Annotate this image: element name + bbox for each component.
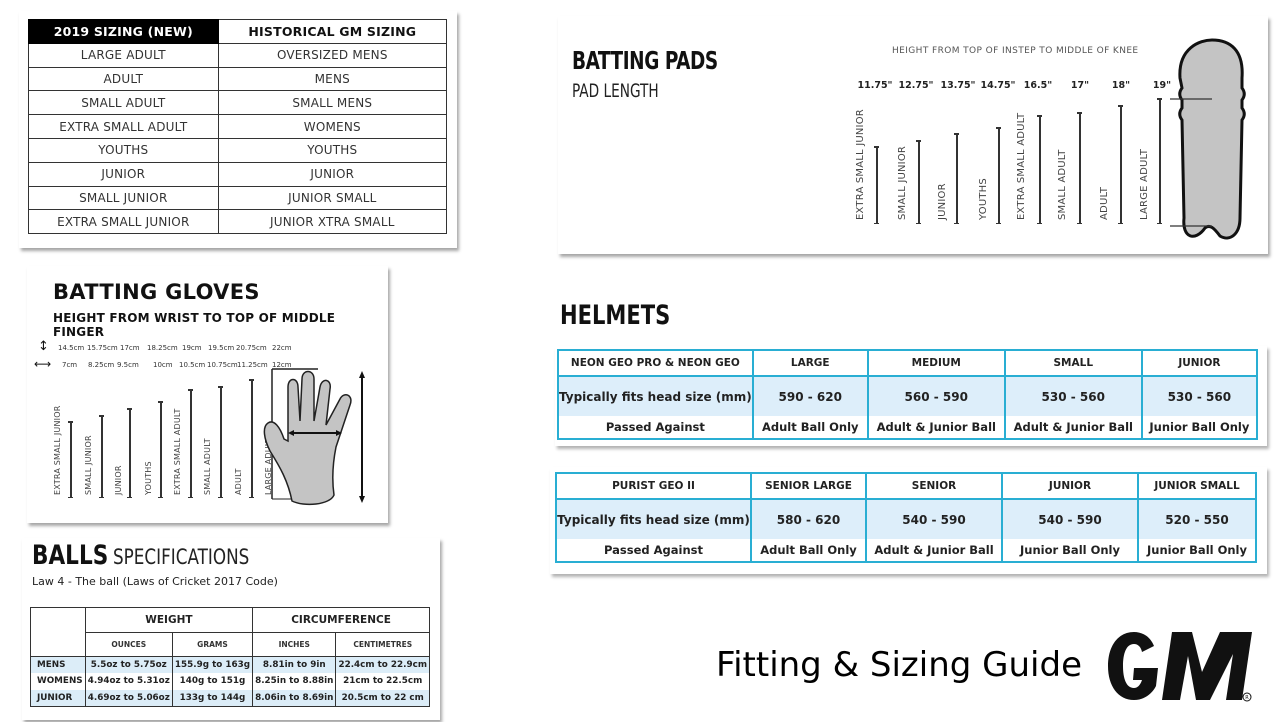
header-weight: WEIGHT bbox=[85, 608, 252, 633]
row-label: MENS bbox=[31, 657, 86, 674]
pad-size-label: SMALL JUNIOR bbox=[897, 145, 908, 220]
pads-caption: HEIGHT FROM TOP OF INSTEP TO MIDDLE OF KNEE bbox=[892, 46, 1139, 56]
glove-size-label: JUNIOR bbox=[114, 465, 123, 495]
pad-length: 19" bbox=[1152, 80, 1172, 91]
cell: 5.5oz to 5.75oz bbox=[85, 657, 172, 674]
size-header: MEDIUM bbox=[868, 350, 1005, 376]
cell: Adult & Junior Ball bbox=[868, 416, 1005, 439]
cell: ADULT bbox=[29, 67, 219, 91]
pad-size-label: SMALL ADULT bbox=[1057, 149, 1068, 220]
table-row bbox=[29, 115, 447, 139]
pad-size-label: EXTRA SMALL JUNIOR bbox=[855, 109, 866, 220]
pad-size-label: LARGE ADULT bbox=[1139, 148, 1150, 220]
cell: YOUTHS bbox=[29, 138, 219, 162]
cell: LARGE ADULT bbox=[29, 43, 219, 67]
glove-height: 19.5cm bbox=[208, 344, 235, 352]
glove-height: 22cm bbox=[272, 344, 292, 352]
glove-measure-line bbox=[160, 401, 162, 498]
header-historical-sizing: HISTORICAL GM SIZING bbox=[218, 20, 446, 44]
pad-measure-line bbox=[1120, 105, 1122, 224]
cell: YOUTHS bbox=[218, 138, 446, 162]
cell: 520 - 550 bbox=[1138, 499, 1256, 539]
size-header: LARGE bbox=[753, 350, 868, 376]
glove-measure-line bbox=[251, 379, 253, 498]
vertical-arrow-icon: ↕ bbox=[38, 339, 49, 354]
pad-measure-line bbox=[876, 146, 878, 224]
cell: 590 - 620 bbox=[753, 376, 868, 416]
size-header: JUNIOR bbox=[1002, 473, 1138, 499]
cell: JUNIOR bbox=[29, 162, 219, 186]
glove-width: 10.5cm bbox=[179, 361, 206, 369]
svg-text:R: R bbox=[1245, 695, 1249, 702]
cell: JUNIOR XTRA SMALL bbox=[218, 210, 446, 234]
pad-measure-line bbox=[998, 127, 1000, 224]
balls-title-light: SPECIFICATIONS bbox=[113, 545, 250, 569]
batting-pads-title: BATTING PADS bbox=[572, 46, 718, 75]
table-subheader-row bbox=[31, 633, 430, 657]
pad-measure-line bbox=[918, 140, 920, 224]
batting-gloves-subtitle: HEIGHT FROM WRIST TO TOP OF MIDDLE FINGER bbox=[53, 311, 336, 339]
pad-length: 14.75" bbox=[980, 80, 1016, 91]
table-row bbox=[556, 539, 1256, 562]
pad-size-label: JUNIOR bbox=[937, 183, 948, 220]
glove-measure-line bbox=[220, 386, 222, 498]
pad-measure-line bbox=[1079, 112, 1081, 224]
pad-measure-line bbox=[1159, 98, 1161, 224]
table-row bbox=[29, 186, 447, 210]
glove-size-label: YOUTHS bbox=[144, 461, 153, 495]
hand-icon bbox=[260, 361, 380, 506]
glove-size-label: EXTRA SMALL JUNIOR bbox=[53, 405, 62, 495]
batting-pad-icon bbox=[1170, 38, 1254, 248]
header-grams: GRAMS bbox=[172, 633, 252, 657]
header-centimetres: CENTIMETRES bbox=[336, 633, 430, 657]
glove-measure-line bbox=[129, 408, 131, 498]
cell: 8.06in to 8.69in bbox=[253, 690, 336, 707]
header-circumference: CIRCUMFERENCE bbox=[253, 608, 430, 633]
glove-width: 12cm bbox=[272, 361, 292, 369]
cell: 560 - 590 bbox=[868, 376, 1005, 416]
glove-width: 8.25cm bbox=[88, 361, 115, 369]
helmet-table-panel-neon-geo bbox=[555, 346, 1267, 446]
row-label: Typically fits head size (mm) bbox=[558, 376, 753, 416]
pad-length: 16.5" bbox=[1023, 80, 1053, 91]
batting-pads-subtitle: PAD LENGTH bbox=[572, 80, 659, 102]
glove-width: 11.25cm bbox=[237, 361, 268, 369]
cell: 21cm to 22.5cm bbox=[336, 673, 430, 690]
pad-length: 17" bbox=[1070, 80, 1090, 91]
glove-width: 9.5cm bbox=[117, 361, 139, 369]
glove-height: 17cm bbox=[120, 344, 140, 352]
batting-pads-panel bbox=[558, 16, 1268, 254]
cell: SMALL MENS bbox=[218, 91, 446, 115]
size-header: JUNIOR bbox=[1142, 350, 1257, 376]
size-header: SMALL bbox=[1005, 350, 1142, 376]
helmet-size-table bbox=[557, 349, 1258, 440]
balls-title bbox=[32, 540, 284, 571]
cell: SMALL ADULT bbox=[29, 91, 219, 115]
cell: JUNIOR SMALL bbox=[218, 186, 446, 210]
table-row bbox=[31, 690, 430, 707]
pad-measure-line bbox=[956, 133, 958, 224]
glove-measure-line bbox=[101, 415, 103, 498]
pad-length: 13.75" bbox=[940, 80, 976, 91]
cell: 540 - 590 bbox=[866, 499, 1002, 539]
header-inches: INCHES bbox=[253, 633, 336, 657]
row-label: Passed Against bbox=[556, 539, 751, 562]
sizing-map-table bbox=[28, 19, 447, 234]
cell: 530 - 560 bbox=[1142, 376, 1257, 416]
cell: 22.4cm to 22.9cm bbox=[336, 657, 430, 674]
cell: MENS bbox=[218, 67, 446, 91]
gm-logo-icon bbox=[1106, 628, 1254, 704]
cell: 4.69oz to 5.06oz bbox=[85, 690, 172, 707]
cell: WOMENS bbox=[218, 115, 446, 139]
cell: 4.94oz to 5.31oz bbox=[85, 673, 172, 690]
blank-header bbox=[31, 608, 86, 657]
cell: JUNIOR bbox=[218, 162, 446, 186]
cell: SMALL JUNIOR bbox=[29, 186, 219, 210]
cell: EXTRA SMALL JUNIOR bbox=[29, 210, 219, 234]
pad-length: 12.75" bbox=[898, 80, 934, 91]
cell: 8.81in to 9in bbox=[253, 657, 336, 674]
glove-width: 7cm bbox=[62, 361, 78, 369]
row-label: Passed Against bbox=[558, 416, 753, 439]
cell: Adult & Junior Ball bbox=[1005, 416, 1142, 439]
table-header-row bbox=[31, 608, 430, 633]
cell: 580 - 620 bbox=[751, 499, 866, 539]
pad-measure-line bbox=[1039, 115, 1041, 224]
table-row bbox=[29, 138, 447, 162]
size-header: SENIOR LARGE bbox=[751, 473, 866, 499]
table-header-row bbox=[556, 473, 1256, 499]
cell: 8.25in to 8.88in bbox=[253, 673, 336, 690]
row-label: JUNIOR bbox=[31, 690, 86, 707]
table-row bbox=[29, 67, 447, 91]
pad-size-label: ADULT bbox=[1099, 186, 1110, 220]
glove-height: 15.75cm bbox=[87, 344, 118, 352]
balls-law-caption: Law 4 - The ball (Laws of Cricket 2017 Code) bbox=[32, 575, 278, 588]
table-row bbox=[29, 210, 447, 234]
table-row bbox=[29, 91, 447, 115]
size-header: SENIOR bbox=[866, 473, 1002, 499]
table-row bbox=[31, 673, 430, 690]
glove-width: 10cm bbox=[153, 361, 173, 369]
glove-measure-line bbox=[190, 389, 192, 498]
batting-gloves-panel bbox=[27, 266, 388, 523]
batting-gloves-title: BATTING GLOVES bbox=[53, 280, 260, 304]
table-row bbox=[556, 499, 1256, 539]
horizontal-arrow-icon: ⟷ bbox=[34, 357, 52, 371]
cell: Junior Ball Only bbox=[1142, 416, 1257, 439]
sizing-map-panel bbox=[19, 11, 457, 248]
glove-measure-line bbox=[70, 421, 72, 498]
size-header: JUNIOR SMALL bbox=[1138, 473, 1256, 499]
balls-spec-table bbox=[30, 607, 430, 707]
table-row bbox=[558, 416, 1257, 439]
cell: 540 - 590 bbox=[1002, 499, 1138, 539]
glove-size-label: SMALL JUNIOR bbox=[84, 435, 93, 495]
cell: 133g to 144g bbox=[172, 690, 252, 707]
helmet-size-table bbox=[555, 472, 1257, 563]
glove-size-label: LARGE ADULT bbox=[264, 437, 273, 495]
glove-width: 10.75cm bbox=[207, 361, 238, 369]
cell: EXTRA SMALL ADULT bbox=[29, 115, 219, 139]
helmets-title: HELMETS bbox=[560, 300, 671, 331]
balls-panel bbox=[22, 538, 440, 720]
cell: Adult Ball Only bbox=[751, 539, 866, 562]
cell: Adult Ball Only bbox=[753, 416, 868, 439]
table-row bbox=[31, 657, 430, 674]
pad-length: 18" bbox=[1111, 80, 1131, 91]
table-header-row bbox=[29, 20, 447, 44]
cell: OVERSIZED MENS bbox=[218, 43, 446, 67]
pad-size-label: EXTRA SMALL ADULT bbox=[1016, 112, 1027, 220]
table-header-row bbox=[558, 350, 1257, 376]
cell: 20.5cm to 22 cm bbox=[336, 690, 430, 707]
glove-height: 18.25cm bbox=[147, 344, 178, 352]
pad-size-label: YOUTHS bbox=[978, 178, 989, 220]
cell: Junior Ball Only bbox=[1138, 539, 1256, 562]
row-label: Typically fits head size (mm) bbox=[556, 499, 751, 539]
cell: 155.9g to 163g bbox=[172, 657, 252, 674]
cell: 140g to 151g bbox=[172, 673, 252, 690]
cell: Junior Ball Only bbox=[1002, 539, 1138, 562]
table-row bbox=[29, 43, 447, 67]
header-ounces: OUNCES bbox=[85, 633, 172, 657]
pad-length: 11.75" bbox=[857, 80, 893, 91]
balls-title-bold: BALLS bbox=[32, 540, 109, 571]
cell: Adult & Junior Ball bbox=[866, 539, 1002, 562]
glove-height: 14.5cm bbox=[58, 344, 85, 352]
cell: 530 - 560 bbox=[1005, 376, 1142, 416]
glove-height: 19cm bbox=[182, 344, 202, 352]
model-name: NEON GEO PRO & NEON GEO bbox=[558, 350, 753, 376]
glove-height: 20.75cm bbox=[236, 344, 267, 352]
glove-size-label: SMALL ADULT bbox=[203, 438, 212, 495]
table-row bbox=[558, 376, 1257, 416]
glove-size-label: EXTRA SMALL ADULT bbox=[173, 408, 182, 495]
glove-size-label: ADULT bbox=[234, 468, 243, 495]
guide-title: Fitting & Sizing Guide bbox=[716, 645, 1082, 685]
helmet-table-panel-purist-geo bbox=[550, 467, 1267, 574]
model-name: PURIST GEO II bbox=[556, 473, 751, 499]
table-row bbox=[29, 162, 447, 186]
header-2019-sizing: 2019 SIZING (NEW) bbox=[29, 20, 219, 44]
row-label: WOMENS bbox=[31, 673, 86, 690]
